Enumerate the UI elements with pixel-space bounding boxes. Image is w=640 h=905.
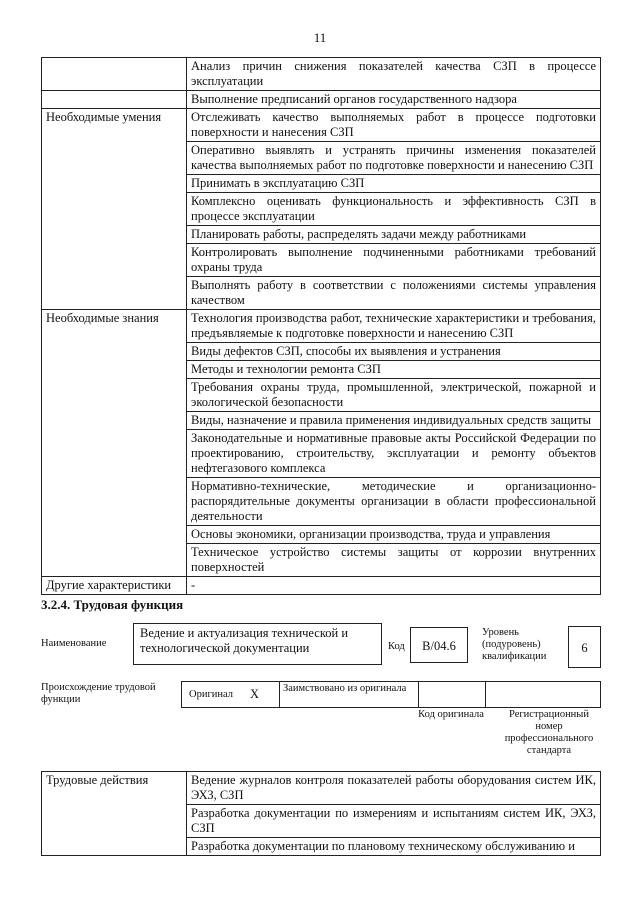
row-text: Разработка документации по измерениям и испытаниям систем ИК, ЭХЗ, СЗП <box>187 805 601 838</box>
divider <box>485 681 486 708</box>
table-row <box>42 58 601 91</box>
row-text: Оперативно выявлять и устранять причины изменения показателей качества выполняемых работ по подготовке поверхности и нанесению СЗП <box>187 142 601 175</box>
row-label <box>42 58 187 91</box>
row-label: Необходимые умения <box>42 109 187 310</box>
code-original-caption: Код оригинала <box>418 709 484 720</box>
row-text: Методы и технологии ремонта СЗП <box>187 361 601 379</box>
row-text: Виды дефектов СЗП, способы их выявления и устранения <box>187 343 601 361</box>
row-text: Ведение журналов контроля показателей работы оборудования систем ИК, ЭХЗ, СЗП <box>187 772 601 805</box>
divider <box>418 681 419 708</box>
borrowed-label: Заимствовано из оригинала <box>283 683 407 694</box>
divider <box>279 681 280 708</box>
row-text: Законодательные и нормативные правовые акты Российской Федерации по проектированию, строительству, эксплуатации и ремонту объектов нефтегазового комплекса <box>187 430 601 478</box>
row-text: Виды, назначение и правила применения индивидуальных средств защиты <box>187 412 601 430</box>
row-text: Принимать в эксплуатацию СЗП <box>187 175 601 193</box>
row-text: Отслеживать качество выполняемых работ в процессе подготовки поверхности и нанесения СЗП <box>187 109 601 142</box>
function-name: Ведение и актуализация технической и технологической документации <box>133 623 382 665</box>
row-text: Выполнение предписаний органов государственного надзора <box>187 91 601 109</box>
row-text: Планировать работы, распределять задачи между работниками <box>187 226 601 244</box>
table-row <box>42 91 601 109</box>
row-text: Основы экономики, организации производства, труда и управления <box>187 526 601 544</box>
table-row <box>42 772 601 805</box>
function-code: B/04.6 <box>410 627 468 663</box>
row-text: Анализ причин снижения показателей качества СЗП в процессе эксплуатации <box>187 58 601 91</box>
code-label: Код <box>388 641 405 652</box>
table-row <box>42 310 601 343</box>
level-label: Уровень (подуровень) квалификации <box>482 627 547 662</box>
row-text: Разработка документации по плановому техническому обслуживанию и <box>187 838 601 856</box>
row-text: - <box>187 577 601 595</box>
table-row <box>42 109 601 142</box>
row-text: Выполнять работу в соответствии с положениями системы управления качеством <box>187 277 601 310</box>
original-label: Оригинал <box>189 689 233 700</box>
labor-actions-table <box>41 771 601 856</box>
row-text: Технология производства работ, технические характеристики и требования, предъявляемые к подготовке поверхности и нанесению СЗП <box>187 310 601 343</box>
row-text: Требования охраны труда, промышленной, электрической, пожарной и экологической безопасности <box>187 379 601 412</box>
registration-caption: Регистрационный номер профессионального стандарта <box>504 709 594 756</box>
qualification-level: 6 <box>568 626 601 668</box>
origin-label: Происхождение трудовой функции <box>41 682 156 705</box>
section-title: 3.2.4. Трудовая функция <box>41 597 184 612</box>
original-mark: X <box>250 687 260 701</box>
row-label <box>42 91 187 109</box>
row-text: Нормативно-технические, методические и организационно-распорядительные документы организации в области профессиональной деятельности <box>187 478 601 526</box>
origin-table <box>181 681 601 708</box>
page-number: 11 <box>313 30 327 45</box>
row-text: Комплексно оценивать функциональность и эффективность СЗП в процессе эксплуатации <box>187 193 601 226</box>
competencies-table <box>41 57 601 595</box>
row-label: Необходимые знания <box>42 310 187 577</box>
name-label: Наименование <box>41 638 107 649</box>
table-row <box>42 577 601 595</box>
row-text: Контролировать выполнение подчиненными работниками требований охраны труда <box>187 244 601 277</box>
row-text: Техническое устройство системы защиты от коррозии внутренних поверхностей <box>187 544 601 577</box>
row-label: Трудовые действия <box>42 772 187 856</box>
row-label: Другие характеристики <box>42 577 187 595</box>
